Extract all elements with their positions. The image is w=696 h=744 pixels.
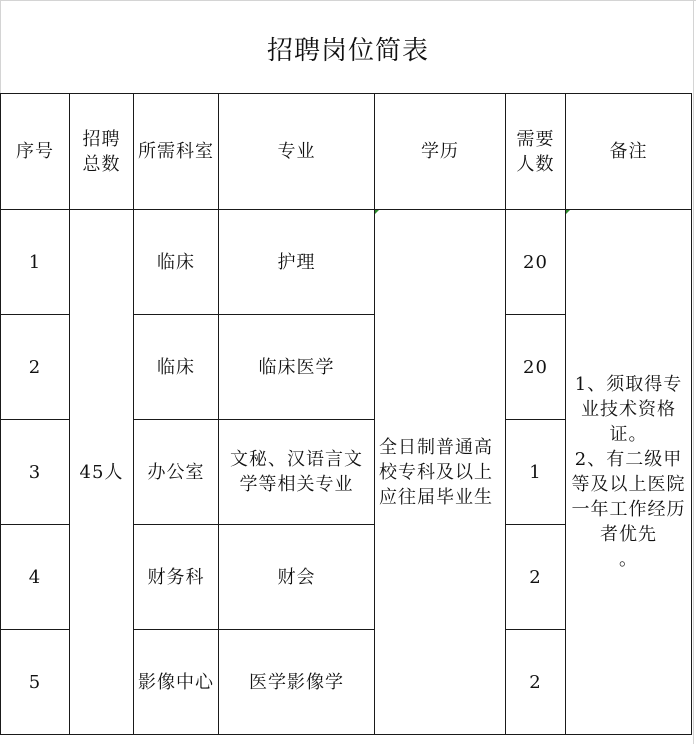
- row-seq: 3: [1, 420, 70, 525]
- remark-line-1: 1、须取得专业技术资格证。: [574, 374, 683, 445]
- row-dept: 临床: [134, 210, 219, 315]
- row-dept: 影像中心: [134, 630, 219, 735]
- row-major: 临床医学: [219, 315, 375, 420]
- header-total: 招聘总数: [70, 94, 134, 210]
- recruitment-table: [0, 93, 692, 735]
- row-major: 护理: [219, 210, 375, 315]
- education-cell: 全日制普通高校专科及以上应往届毕业生: [375, 210, 506, 735]
- header-note: 备注: [566, 94, 692, 210]
- remark-line-3: 。: [619, 549, 638, 570]
- remarks-cell: [566, 210, 692, 735]
- cell-marker-icon: [566, 210, 570, 214]
- row-need: 1: [506, 420, 566, 525]
- row-need: 2: [506, 630, 566, 735]
- row-dept: 财务科: [134, 525, 219, 630]
- sheet-gridline-right: [693, 0, 694, 744]
- total-hires-cell: 45人: [70, 210, 134, 735]
- row-need: 2: [506, 525, 566, 630]
- row-major: 财会: [219, 525, 375, 630]
- header-seq: 序号: [1, 94, 70, 210]
- header-dept: 所需科室: [134, 94, 219, 210]
- row-seq: 2: [1, 315, 70, 420]
- row-dept: 临床: [134, 315, 219, 420]
- sheet-gridline-top: [0, 0, 696, 1]
- table-row: [1, 210, 692, 315]
- header-need: 需要人数: [506, 94, 566, 210]
- row-seq: 1: [1, 210, 70, 315]
- row-major: 文秘、汉语言文学等相关专业: [219, 420, 375, 525]
- row-need: 20: [506, 210, 566, 315]
- header-row: [1, 94, 692, 210]
- row-seq: 5: [1, 630, 70, 735]
- cell-marker-icon: [375, 210, 379, 214]
- row-need: 20: [506, 315, 566, 420]
- row-dept: 办公室: [134, 420, 219, 525]
- row-seq: 4: [1, 525, 70, 630]
- table-title: 招聘岗位简表: [266, 36, 429, 66]
- row-major: 医学影像学: [219, 630, 375, 735]
- header-edu: 学历: [375, 94, 506, 210]
- remark-line-2: 2、有二级甲等及以上医院一年工作经历者优先: [571, 449, 686, 545]
- header-major: 专业: [219, 94, 375, 210]
